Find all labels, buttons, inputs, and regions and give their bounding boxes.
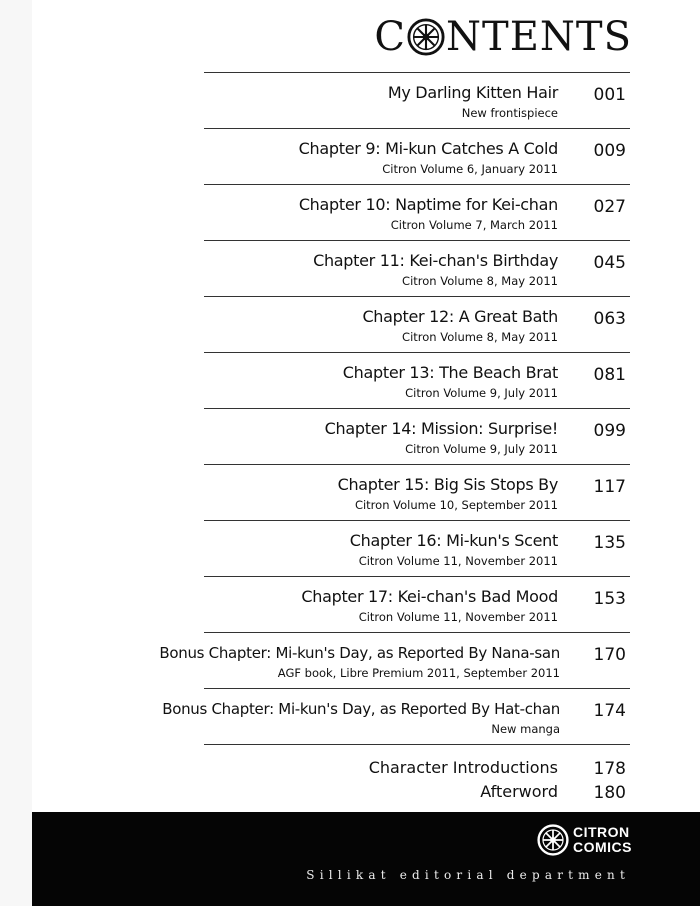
toc-entry	[204, 296, 630, 352]
page-title	[374, 14, 632, 60]
entry-page-number: 135	[593, 533, 626, 553]
toc-entry	[204, 520, 630, 576]
extra-entry	[204, 756, 630, 780]
toc-entry	[204, 408, 630, 464]
toc-entry	[204, 464, 630, 520]
extras-list	[204, 756, 630, 804]
logo-line-1: CITRON	[573, 824, 630, 840]
extra-label: Character Introductions	[368, 758, 558, 777]
citron-comics-logo	[537, 824, 632, 856]
entry-page-number: 063	[593, 309, 626, 329]
entry-source: Citron Volume 7, March 2011	[390, 218, 558, 232]
entry-title: Chapter 14: Mission: Surprise!	[324, 419, 558, 438]
entry-source: Citron Volume 8, May 2011	[402, 274, 558, 288]
toc-entry	[204, 240, 630, 296]
toc-entry	[159, 632, 630, 688]
footer-band	[32, 812, 700, 906]
extra-page-number: 178	[593, 759, 626, 779]
entry-source: Citron Volume 9, July 2011	[405, 386, 558, 400]
entry-page-number: 001	[593, 85, 626, 105]
entry-page-number: 153	[593, 589, 626, 609]
entry-title: Chapter 11: Kei-chan's Birthday	[313, 251, 558, 270]
editorial-department: Sillikat editorial department	[306, 868, 630, 882]
entry-title: Bonus Chapter: Mi-kun's Day, as Reported By Hat-chan	[162, 700, 560, 718]
toc-entry	[204, 352, 630, 408]
entry-title: Bonus Chapter: Mi-kun's Day, as Reported By Nana-san	[159, 644, 560, 662]
entry-page-number: 099	[593, 421, 626, 441]
entry-title: Chapter 10: Naptime for Kei-chan	[298, 195, 558, 214]
table-of-contents	[159, 72, 630, 745]
page-edge	[0, 0, 32, 906]
entry-source: Citron Volume 6, January 2011	[382, 162, 558, 176]
entry-source: New manga	[491, 722, 560, 736]
entry-title: Chapter 9: Mi-kun Catches A Cold	[298, 139, 558, 158]
entry-source: Citron Volume 10, September 2011	[354, 498, 558, 512]
entry-page-number: 027	[593, 197, 626, 217]
entry-source: Citron Volume 11, November 2011	[358, 610, 558, 624]
toc-entry	[162, 688, 630, 745]
toc-entry	[204, 128, 630, 184]
entry-title: Chapter 13: The Beach Brat	[342, 363, 558, 382]
logo-line-2: COMICS	[573, 839, 632, 855]
toc-entry	[204, 576, 630, 632]
entry-title: Chapter 15: Big Sis Stops By	[337, 475, 558, 494]
entry-title: Chapter 17: Kei-chan's Bad Mood	[301, 587, 558, 606]
extra-label: Afterword	[480, 782, 558, 801]
entry-page-number: 081	[593, 365, 626, 385]
entry-title: Chapter 12: A Great Bath	[362, 307, 558, 326]
entry-page-number: 117	[593, 477, 626, 497]
entry-source: AGF book, Libre Premium 2011, September 2011	[277, 666, 560, 680]
entry-page-number: 009	[593, 141, 626, 161]
citron-wheel-icon	[407, 18, 445, 56]
title-prefix: C	[374, 14, 407, 60]
entry-source: New frontispiece	[461, 106, 558, 120]
citron-logo-icon	[537, 824, 569, 856]
entry-page-number: 045	[593, 253, 626, 273]
entry-source: Citron Volume 9, July 2011	[405, 442, 558, 456]
entry-page-number: 174	[593, 701, 626, 721]
entry-source: Citron Volume 11, November 2011	[358, 554, 558, 568]
toc-entry	[204, 72, 630, 128]
title-suffix: NTENTS	[446, 14, 632, 60]
entry-source: Citron Volume 8, May 2011	[402, 330, 558, 344]
entry-title: Chapter 16: Mi-kun's Scent	[349, 531, 558, 550]
toc-entry	[204, 184, 630, 240]
extra-entry	[204, 780, 630, 804]
extra-page-number: 180	[593, 783, 626, 803]
entry-title: My Darling Kitten Hair	[387, 83, 558, 102]
entry-page-number: 170	[593, 645, 626, 665]
